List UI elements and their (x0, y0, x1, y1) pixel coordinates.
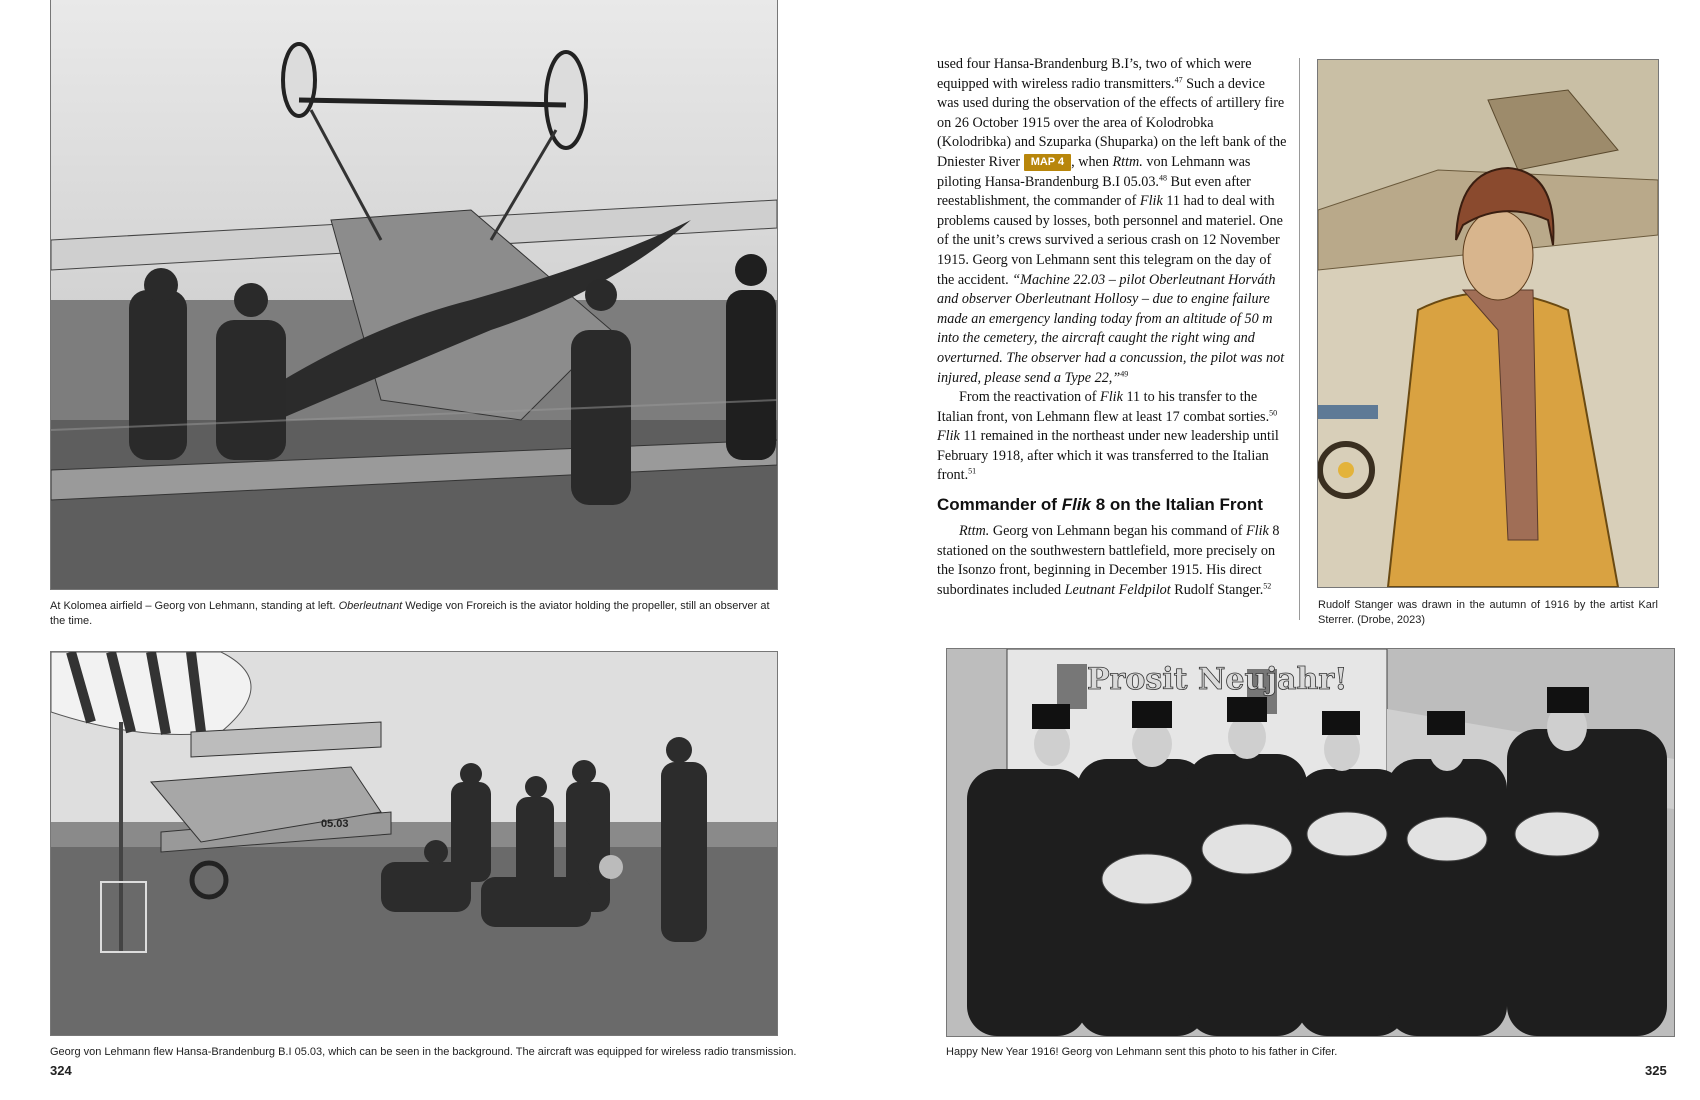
footnote-ref-49[interactable]: 49 (1120, 368, 1129, 378)
text-run: Such a device was used during the observation of the effects of artillery fire on 26 October 1915 over the area of Kolodrobka (Kolodribka) and Szuparka (Shuparka) on the left bank of the Dniester River (937, 75, 1287, 170)
rank-abbr: Rttm. (1112, 153, 1143, 170)
unit-name: Flik (1100, 389, 1123, 406)
page-number-left: 324 (50, 1063, 72, 1078)
caption-text: Rudolf Stanger was drawn in the autumn of 1916 by the artist Karl Sterrer. (Drobe, 2023) (1318, 599, 1658, 626)
text-run: von Lehmann was piloting Hansa-Brandenburg B.I 05.03. (937, 153, 1251, 190)
heading-unit: Flik (1061, 495, 1091, 515)
text-run: used four Hansa-Brandenburg B.I’s, two of which were equipped with wireless radio transmitters. (937, 56, 1252, 92)
unit-name: Flik (1139, 193, 1163, 210)
unit-name: Flik (937, 428, 960, 445)
rank-abbr: Rttm. (959, 523, 990, 540)
heading-text: 8 on the Italian Front (1090, 495, 1263, 515)
section-heading (937, 494, 1287, 516)
crashed-biplane-photo (50, 0, 778, 590)
telegram-quote: “Machine 22.03 – pilot Oberleutnant Horváth and observer Oberleutnant Hollosy – due to engine failure made an emergency landing today from an altitude of 50 m into the cemetery, the aircraft caught the right wing and overturned. The observer had a concussion, the pilot was not injured, please send a Type 22,” (937, 271, 1285, 386)
text-run: Georg von Lehmann began his command of (989, 523, 1246, 540)
caption-new-year-photo (946, 1045, 1673, 1060)
paragraph-1 (937, 55, 1287, 388)
caption-text: At Kolomea airfield – Georg von Lehmann, standing at left. (50, 600, 339, 612)
stanger-portrait (1317, 59, 1659, 588)
footnote-ref-50[interactable]: 50 (1269, 407, 1278, 417)
text-run: Rudolf Stanger. (1170, 581, 1264, 598)
footnote-ref-52[interactable]: 52 (1263, 581, 1272, 591)
text-run: 11 remained in the northeast under new leadership until February 1918, after which it was transferred to the Italian front. (937, 428, 1279, 484)
airfield-group-photo-icon (51, 652, 777, 1035)
heading-text: Commander of (937, 495, 1062, 515)
caption-portrait (1318, 598, 1658, 628)
text-run: From the reactivation of (959, 389, 1101, 406)
text-run: 8 stationed on the southwestern battlefield, more precisely on the Isonzo front, beginning in December 1915. His direct subordinates included (937, 523, 1280, 598)
new-year-photo (946, 648, 1675, 1037)
paragraph-3 (937, 522, 1287, 600)
footnote-ref-48[interactable]: 48 (1158, 172, 1167, 182)
page-number-right: 325 (1645, 1063, 1667, 1078)
pilot-portrait-drawing-icon (1318, 60, 1658, 587)
footnote-ref-47[interactable]: 47 (1174, 74, 1183, 84)
aircraft-marking: 05.03 (321, 818, 349, 830)
prosit-neujahr-overlay: Prosit Neujahr! (1087, 662, 1348, 697)
paragraph-2 (937, 388, 1287, 486)
caption-text-cont: Wedige von Froreich is the aviator holding the propeller, still an observer at the time. (50, 600, 770, 627)
caption-italic-rank: Oberleutnant (338, 600, 403, 612)
text-run: But even after reestablishment, the commander of (937, 173, 1251, 210)
text-run: , when (1071, 153, 1113, 170)
rank-title: Leutnant Feldpilot (1064, 581, 1171, 598)
text-run: 11 had to deal with problems caused by losses, both personnel and materiel. One of the unit’s crews survived a serious crash on 12 November 1915. Georg von Lehmann sent this telegram on the day of the accident. (937, 193, 1283, 288)
biplane-crash-photo-icon (51, 0, 777, 589)
airfield-group-photo (50, 651, 778, 1036)
new-year-group-photo-icon (947, 649, 1674, 1036)
caption-text: Georg von Lehmann flew Hansa-Brandenburg B.I 05.03, which can be seen in the background. The aircraft was equipped for wireless radio transmission. (50, 1046, 797, 1058)
map-4-link[interactable]: MAP 4 (1024, 154, 1071, 171)
unit-name: Flik (1245, 523, 1269, 540)
caption-text: Happy New Year 1916! Georg von Lehmann sent this photo to his father in Cifer. (946, 1046, 1338, 1058)
article-body (937, 55, 1287, 600)
column-divider (1299, 58, 1300, 620)
caption-kolomea-photo (50, 599, 778, 629)
text-run: 11 to his transfer to the Italian front, von Lehmann flew at least 17 combat sorties. (937, 389, 1270, 425)
caption-airfield-photo (50, 1045, 810, 1060)
footnote-ref-51[interactable]: 51 (968, 466, 977, 476)
